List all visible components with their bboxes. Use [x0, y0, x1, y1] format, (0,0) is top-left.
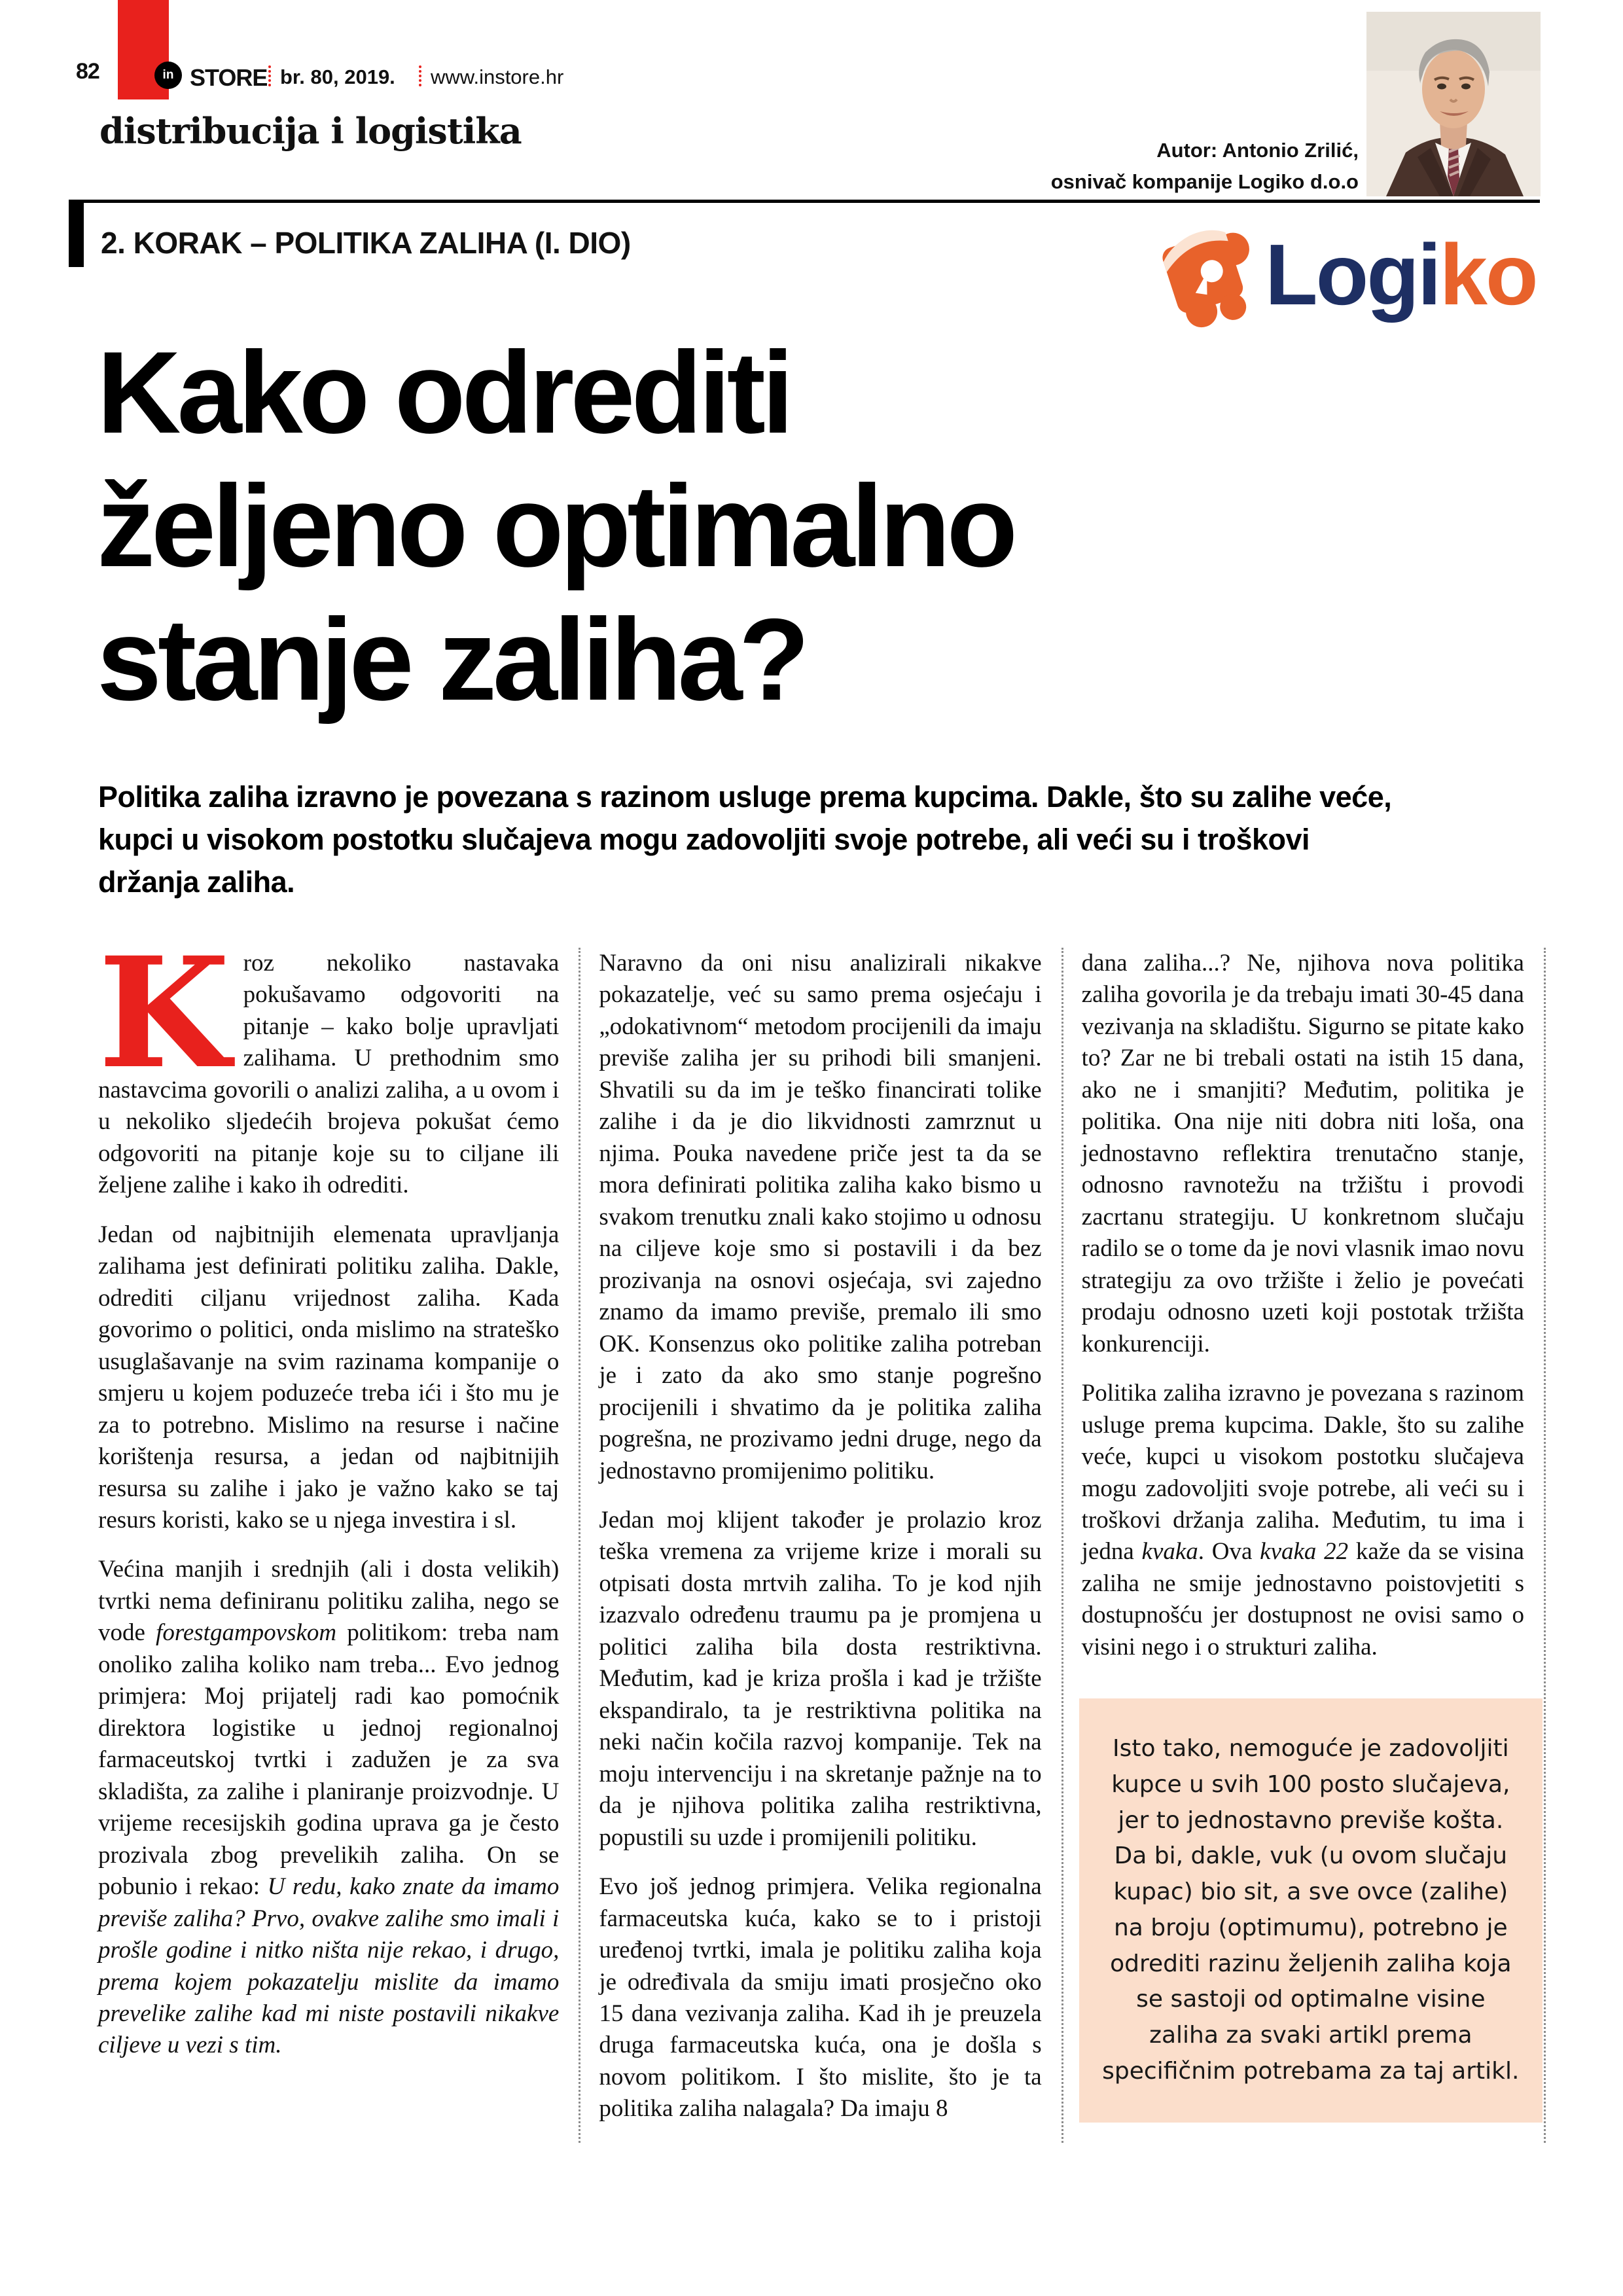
- text-segment: . Ova: [1198, 1538, 1260, 1566]
- body-paragraph: [1082, 1378, 1524, 1663]
- section-rule-bar: [69, 200, 84, 267]
- issue-number: br. 80, 2019.: [280, 65, 395, 88]
- text-segment: Većina manjih i srednjih (ali i dosta velikih) tvrtki nema definiranu politiku zaliha, nego se vode: [98, 1556, 560, 1647]
- text-segment: Jedan od najbitnijih elemenata upravljanja zalihama jest definirati politiku zaliha. Dakle, odrediti ciljanu vrijednost zaliha. Kada govorimo o politici, onda mislimo na strateško usuglašavanje na svim razinama kompanije o smjeru u kojem poduzeće treba ići i što mu je za to potrebno. Mislimo na resurse i načine korištenja resursa, a jedan od najbitnijih resursa su zalihe i jako je važno kako se taj resurs koristi, kako se u njega investira i sl.: [98, 1221, 560, 1534]
- author-photo: [1366, 12, 1541, 196]
- logiko-wordmark-ko: ko: [1439, 226, 1537, 323]
- header-divider-icon: [419, 65, 421, 86]
- header-divider-icon: [268, 65, 271, 86]
- article-column-3: [1063, 948, 1546, 2143]
- instore-logo-icon: [154, 62, 182, 89]
- body-paragraph: [98, 1219, 559, 1537]
- headline-line: Kako odrediti: [97, 327, 791, 457]
- author-credit: [1051, 135, 1359, 198]
- kicker: 2. KORAK – POLITIKA ZALIHA (I. DIO): [101, 226, 631, 260]
- text-segment: Jedan moj klijent također je prolazio kroz teška vremena za vrijeme krize i morali su otpisati dosta mrtvih zaliha. To je kod njih izazvalo određenu traumu pa je promjena u politici zaliha bila dosta restriktivna. Međutim, kad je kriza prošla i kad je tržište ekspandiralo, ta je restriktivna politika na neki način kočila razvoj kompanije. Tek na moju intervenciju i na skretanje pažnje na to da je njihova politika zaliha restriktivna, popustili su uzde i promijenili politiku.: [599, 1506, 1042, 1851]
- article-body: [98, 924, 1546, 2143]
- text-segment: Naravno da oni nisu analizirali nikakve pokazatelje, već su samo prema osjećaju i „odokativnom“ metodom procijenili da imaju previše zaliha jer su prihodi bili smanjeni. Shvatili su da im je teško financirati tolike zalihe i da je dio likvidnosti zamrznut u njima. Pouka navedene priče jest ta da se mora definirati politika zaliha kako bismo u svakom trenutku znali kako stojimo u odnosu na ciljeve koje smo si postavili i da bez prozivanja na osnovi osjećaja, svi zajedno znamo da imamo previše, premalo ili smo OK. Konsenzus oko politike zaliha potreban je i zato da ako smo stanje pogrešno procijenili i shvatimo da je politika zaliha pogrešna, ne prozivamo jedni druge, nego da jednostavno promijenimo politiku.: [599, 950, 1042, 1484]
- text-segment: kaže da se visina zaliha ne smije jednostavno poistovjetiti s dostupnošću jer dostupnost ne ovisi samo o visini nego i o strukturi zaliha.: [1081, 1538, 1524, 1660]
- drop-cap: K: [98, 924, 230, 1102]
- text-segment: roz nekoliko nastavaka pokušavamo odgovoriti na pitanje – kako bolje upravljati zalihama. U prethodnim smo nastavcima govorili o analizi zaliha, a u ovom i u nekoliko sljedećih brojeva pokušat ćemo odgovoriti na pitanje koje su to ciljane ili željene zalihe i kako ih odrediti.: [98, 950, 560, 1199]
- page-number: 82: [76, 59, 99, 84]
- body-paragraph: [599, 1871, 1041, 2125]
- headline-line: željeno optimalno: [97, 461, 1014, 591]
- article-column-2: [580, 948, 1063, 2143]
- text-segment-italic: U redu, kako znate da imamo previše zaliha? Prvo, ovakve zalihe smo imali i prošle godine i nitko ništa nije rekao, i drugo, prema kojem pokazatelju mislite da imamo prevelike zalihe kad mi niste postavili nikakve ciljeve u vezi s tim.: [98, 1873, 560, 2059]
- body-paragraph: [98, 1554, 559, 2062]
- article-headline: [97, 326, 1014, 726]
- author-name: Autor: Antonio Zrilić,: [1156, 139, 1359, 162]
- website-url: www.instore.hr: [431, 65, 564, 88]
- text-segment: Politika zaliha izravno je povezana s razinom usluge prema kupcima. Dakle, što su zalihe veće, kupci u visokom postotku slučajeva mogu zadovoljiti svoje potrebe, ali veći su i troškovi držanja zaliha. Međutim, tu ima i jedna: [1081, 1380, 1524, 1566]
- body-paragraph: [599, 948, 1041, 1487]
- instore-logo-in: in: [162, 68, 174, 82]
- body-paragraph: [1082, 948, 1524, 1360]
- logiko-puzzle-icon: [1144, 211, 1265, 338]
- highlight-box: Isto tako, nemoguće je zadovoljiti kupce u svih 100 posto slučajeva, jer to jednostavno previše košta. Da bi, dakle, vuk (u ovom slučaju kupac) bio sit, a sve ovce (zalihe) na broju (optimumu), potrebno je odrediti razinu željenih zaliha koja se sastoji od optimalne visine zaliha za svaki artikl prema specifičnim potrebama za taj artikl.: [1079, 1698, 1543, 2122]
- text-segment: politikom: treba nam onoliko zaliha koliko nam treba... Evo jednog primjera: Moj prijatelj radi kao pomoćnik direktora logistike u jednoj regionalnoj farmaceutskoj tvrtki i zadužen je za sva skladišta, za zalihe i planiranje proizvodnje. U vrijeme recesijskih godina uprava ga je često prozivala zbog prevelikih zaliha. On se pobunio i rekao:: [98, 1619, 560, 1901]
- section-rule: [69, 200, 1540, 203]
- section-title: distribucija i logistika: [99, 110, 522, 152]
- text-segment: dana zaliha...? Ne, njihova nova politika zaliha govorila je da trebaju imati 30-45 dana vezivanja na skladištu. Sigurno se pitate kako to? Zar ne bi trebali ostati na istih 15 dana, ako ne i smanjiti? Međutim, politika je politika. Ona nije niti dobra niti loša, ona jednostavno reflektira trenutačno stanje, odnosno ravnotežu na tržištu i provodi zacrtanu strategiju. U konkretnom slučaju radilo se o tome da je novi vlasnik imao novu strategiju za ovo tržište i želio je povećati prodaju odnosno uzeti koji postotak tržišta konkurenciji.: [1081, 950, 1524, 1357]
- brand-name: STORE: [190, 64, 268, 91]
- body-paragraph: [599, 1505, 1041, 1854]
- logiko-logo: [1144, 211, 1537, 338]
- text-segment-italic: kvaka: [1141, 1538, 1198, 1566]
- logiko-wordmark: [1265, 226, 1537, 323]
- author-role: osnivač kompanije Logiko d.o.o: [1050, 170, 1359, 194]
- text-segment-italic: forestgampovskom: [156, 1619, 337, 1647]
- logiko-wordmark-logi: Logi: [1265, 226, 1440, 323]
- article-lede: Politika zaliha izravno je povezana s razinom usluge prema kupcima. Dakle, što su zalihe veće, kupci u visokom postotku slučajeva mogu zadovoljiti svoje potrebe, ali veći su i troškovi držanja zaliha.: [98, 780, 1392, 899]
- text-segment: Evo još jednog primjera. Velika regionalna farmaceutska kuća, kako se to i pristoji uređenoj tvrtki, imala je politiku zaliha koja je određivala da smiju imati prosječno oko 15 dana vezivanja zaliha. Kad ih je preuzela druga farmaceutska kuća, ona je došla s novom politikom. I što mislite, što je ta politika zaliha nalagala? Da imaju 8: [599, 1873, 1042, 2123]
- text-segment-italic: kvaka 22: [1260, 1538, 1349, 1566]
- body-paragraph: [98, 924, 560, 1202]
- article-column-1: [98, 924, 580, 2143]
- headline-line: stanje zaliha?: [97, 594, 806, 725]
